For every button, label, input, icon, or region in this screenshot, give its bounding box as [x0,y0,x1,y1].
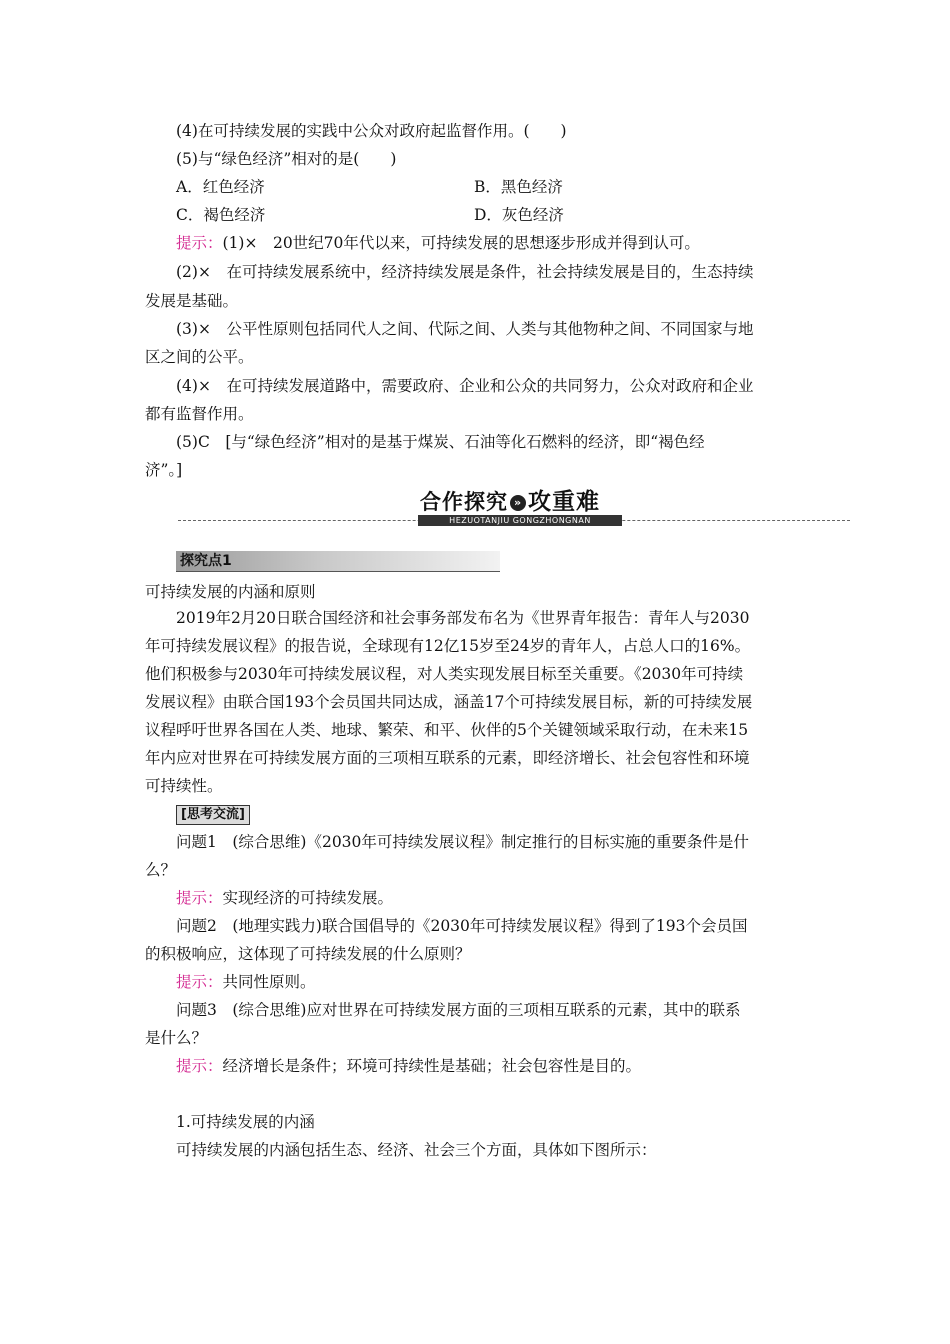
answer-3-line2: 区之间的公平。 [145,348,254,366]
hint-1-text: 实现经济的可持续发展。 [222,889,394,907]
answer-4-line1: (4)× 在可持续发展道路中，需要政府、企业和公众的共同努力，公众对政府和企业 [176,377,754,395]
paragraph-line-2: 年可持续发展议程》的报告说，全球现有12亿15岁至24岁的青年人，占总人口的16%。 [145,637,751,655]
discussion-h1 [176,888,810,908]
hint-label: 提示： [176,889,223,907]
badge-underline [176,571,500,572]
discussion-q1-line1: 问题1 (综合思维)《2030年可持续发展议程》制定推行的目标实施的重要条件是什 [176,833,749,851]
answer-2-line2: 发展是基础。 [145,292,239,310]
badge-label: 探究点1 [180,553,232,569]
section-header [178,488,850,532]
discussion-h2 [176,972,810,992]
discussion-q3-line2: 是什么？ [145,1029,208,1047]
connotation-text: 可持续发展的内涵包括生态、经济、社会三个方面，具体如下图所示： [176,1141,657,1159]
hint-label: 提示： [176,234,223,252]
paragraph-line-7: 可持续性。 [145,777,223,795]
hint-label: 提示： [176,973,223,991]
discussion-q3-line1: 问题3 (综合思维)应对世界在可持续发展方面的三项相互联系的元素，其中的联系 [176,1001,741,1019]
question-5: (5)与“绿色经济”相对的是( ) [176,150,397,168]
discussion-q2-line2: 的积极响应，这体现了可持续发展的什么原则？ [145,945,471,963]
double-chevron-icon: » [510,495,526,511]
question-4: (4)在可持续发展的实践中公众对政府起监督作用。( ) [176,122,567,140]
explore-point-badge [176,551,500,571]
discussion-tag: [思考交流] [176,805,250,825]
option-a: A．红色经济 [176,178,265,196]
section-title-part2: 攻重难 [528,489,600,515]
answer-1 [176,233,810,253]
paragraph-line-5: 议程呼吁世界各国在人类、地球、繁荣、和平、伙伴的5个关键领域采取行动，在未来15 [145,721,749,739]
explore-point-heading: 可持续发展的内涵和原则 [145,583,316,601]
option-c: C．褐色经济 [176,206,266,224]
answer-2-line1: (2)× 在可持续发展系统中，经济持续发展是条件，社会持续发展是目的，生态持续 [176,263,754,281]
hint-label: 提示： [176,1057,223,1075]
section-title-part1: 合作探究 [420,490,508,514]
option-b: B．黑色经济 [474,178,563,196]
answer-1-text: (1)× 20世纪70年代以来，可持续发展的思想逐步形成并得到认可。 [222,234,700,252]
answer-5-line1: (5)C [与“绿色经济”相对的是基于煤炭、石油等化石燃料的经济，即“褐色经 [176,433,705,451]
section-subtitle: HEZUOTANJIU GONGZHONGNAN [418,515,622,526]
option-d: D．灰色经济 [474,206,564,224]
paragraph-line-1: 2019年2月20日联合国经济和社会事务部发布名为《世界青年报告：青年人与2030 [176,609,750,627]
answer-4-line2: 都有监督作用。 [145,405,254,423]
paragraph-line-6: 年内应对世界在可持续发展方面的三项相互联系的元素，即经济增长、社会包容性和环境 [145,749,750,767]
hint-2-text: 共同性原则。 [222,973,316,991]
answer-5-line2: 济”。] [145,461,183,479]
discussion-q1-line2: 么？ [145,861,177,879]
paragraph-line-4: 发展议程》由联合国193个会员国共同达成，涵盖17个可持续发展目标，新的可持续发展 [145,693,753,711]
connotation-heading: 1.可持续发展的内涵 [176,1113,315,1131]
paragraph-line-3: 他们积极参与2030年可持续发展议程，对人类实现发展目标至关重要。《2030年可持续 [145,665,744,683]
discussion-h3 [176,1056,810,1076]
discussion-q2-line1: 问题2 (地理实践力)联合国倡导的《2030年可持续发展议程》得到了193个会员国 [176,917,748,935]
answer-3-line1: (3)× 公平性原则包括同代人之间、代际之间、人类与其他物种之间、不同国家与地 [176,320,754,338]
section-title [420,488,600,516]
hint-3-text: 经济增长是条件；环境可持续性是基础；社会包容性是目的。 [222,1057,642,1075]
